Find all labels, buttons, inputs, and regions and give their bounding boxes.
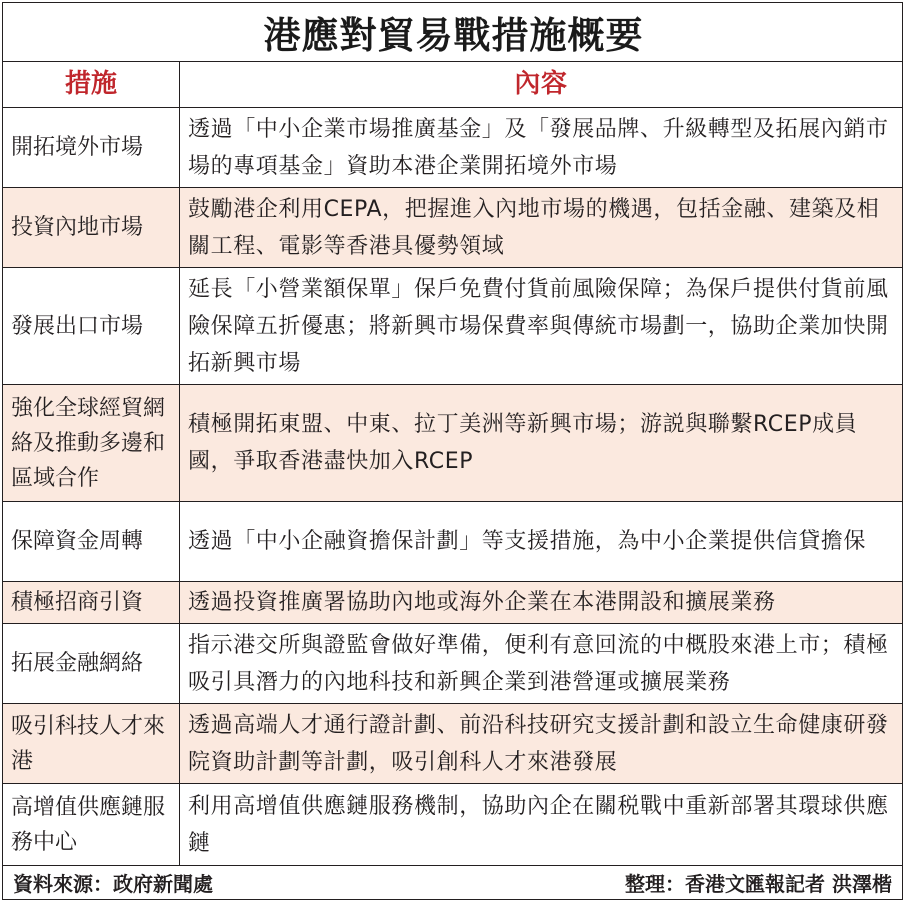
source-note: 資料來源：政府新聞處 [13,872,213,896]
row-measure: 拓展金融網絡 [3,624,180,703]
row-content: 透過「中小企業市場推廣基金」及「發展品牌、升級轉型及拓展內銷市場的專項基金」資助本港企業開拓境外市場 [188,116,889,179]
table-row [3,501,902,581]
header-content: 內容 [514,69,568,99]
table-row [3,783,902,865]
table-row [3,267,902,384]
page-title: 港應對貿易戰措施概要 [263,14,644,57]
row-content: 利用高增值供應鏈服務機制，協助內企在關税戰中重新部署其環球供應鏈 [188,793,889,856]
row-content: 透過投資推廣署協助內地或海外企業在本港開設和擴展業務 [188,590,776,615]
table-row [3,623,902,703]
row-content: 鼓勵港企利用CEPA，把握進入內地市場的機遇，包括金融、建築及相關工程、電影等香港具優勢領域 [188,196,880,259]
row-measure: 吸引科技人才來港 [3,704,180,783]
table-footer [3,865,902,899]
row-content: 透過「中小企融資擔保計劃」等支援措施，為中小企業提供信貸擔保 [188,529,867,554]
table-frame [2,2,903,900]
table-row [3,581,902,623]
row-measure: 開拓境外市場 [3,108,180,187]
row-measure: 發展出口市場 [3,268,180,384]
row-content: 透過高端人才通行證計劃、前沿科技研究支援計劃和設立生命健康研發院資助計劃等計劃，吸引創科人才來港發展 [188,712,889,775]
table-row [3,703,902,783]
header-measure: 措施 [3,62,180,107]
row-content: 指示港交所與證監會做好準備，便利有意回流的中概股來港上市；積極吸引具潛力的內地科技和新興企業到港營運或擴展業務 [188,632,889,695]
table-row [3,187,902,267]
row-measure: 高增值供應鏈服務中心 [3,784,180,865]
row-content: 延長「小營業額保單」保戶免費付貨前風險保障；為保戶提供付貨前風險保障五折優惠；將新興市場保費率與傳統市場劃一，協助企業加快開拓新興市場 [188,276,889,376]
table-row [3,107,902,187]
row-measure: 強化全球經貿網絡及推動多邊和區域合作 [3,385,180,501]
row-content: 積極開拓東盟、中東、拉丁美洲等新興市場；游説與聯繫RCEP成員國，爭取香港盡快加入RCEP [188,412,858,474]
credit-note: 整理：香港文匯報記者 洪澤楷 [625,872,892,896]
row-measure: 保障資金周轉 [3,502,180,581]
table-header [3,61,902,107]
row-measure: 投資內地市場 [3,188,180,267]
table-row [3,384,902,501]
row-measure: 積極招商引資 [3,582,180,623]
